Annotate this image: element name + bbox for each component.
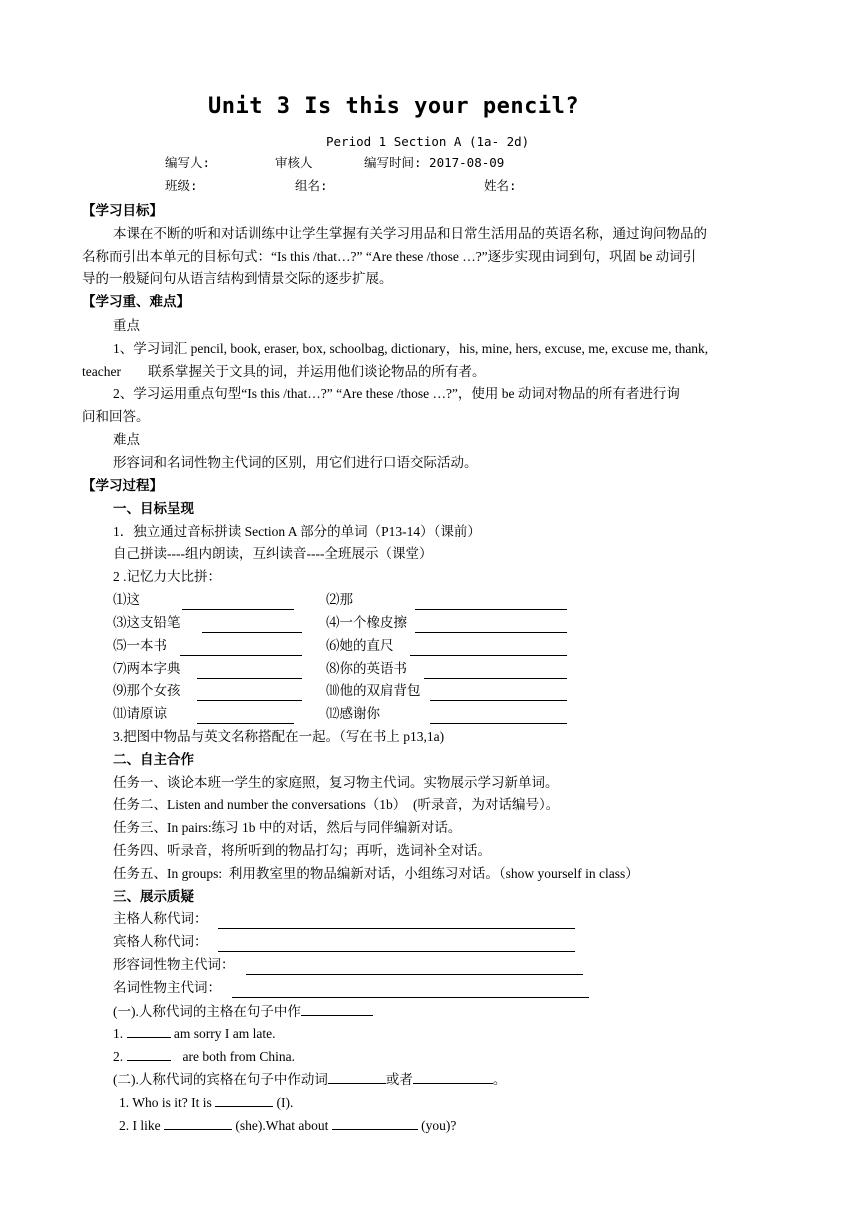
key-point-1-line2: teacher 联系掌握关于文具的词，并运用他们谈论物品的所有者。 (82, 364, 486, 379)
ex-number: 1. (113, 1026, 127, 1041)
grammar-2-ex-1 (119, 1094, 293, 1111)
task-5: 任务五、In groups: 利用教室里的物品编新对话，小组练习对话。（show yourself in class） (113, 866, 639, 881)
ex-text: am sorry I am late. (170, 1026, 276, 1041)
grammar-2-end: 。 (492, 1072, 507, 1087)
step-3: 3.把图中物品与英文名称搭配在一起。（写在书上 p13,1a) (113, 729, 445, 744)
subject-pronoun-blank[interactable] (218, 916, 575, 929)
difficulty-label: 难点 (113, 432, 140, 447)
key-label: 重点 (113, 318, 140, 333)
task-4: 任务四、听录音，将所听到的物品打勾；再听，选词补全对话。 (113, 843, 491, 858)
task-2: 任务二、Listen and number the conversations（1b） (听录音，为对话编号）。 (113, 797, 560, 812)
grammar-1-ex-2 (113, 1048, 295, 1065)
grammar-1-ex-1 (113, 1025, 275, 1042)
vocab-item-6: ⑹她的直尺 (326, 638, 394, 653)
vocab-blank-4[interactable] (415, 620, 567, 633)
vocab-item-4: ⑷一个橡皮擦 (326, 615, 407, 630)
vocab-blank-11[interactable] (197, 711, 294, 724)
grammar-2-text: (二).人称代词的宾格在句子中作动词 (113, 1072, 328, 1087)
subject-pronoun-label: 主格人称代词： (113, 911, 208, 926)
vocab-blank-7[interactable] (197, 666, 302, 679)
ex-text: 2. I like (119, 1118, 164, 1133)
noun-possessive-label: 名词性物主代词： (113, 980, 221, 995)
grammar-2-ex-2 (119, 1117, 456, 1134)
group-label: 组名: (295, 178, 328, 193)
vocab-blank-3[interactable] (202, 620, 302, 633)
adjective-possessive-label: 形容词性物主代词： (113, 957, 235, 972)
object-pronoun-blank[interactable] (218, 939, 575, 952)
date-label: 编写时间: 2017-08-09 (364, 155, 505, 170)
vocab-blank-8[interactable] (424, 666, 567, 679)
grammar-1-blank[interactable] (301, 1003, 373, 1016)
section-1-heading: 一、目标呈现 (113, 501, 194, 516)
vocab-item-1: ⑴这 (113, 592, 140, 607)
goals-para-line2: 名称而引出本单元的目标句式：“Is this /that…?” “Are these /those …?”逐步实现由词到句，巩固 be 动词引 (82, 249, 697, 264)
section-2-heading: 二、自主合作 (113, 752, 194, 767)
ex-text: (you)? (417, 1118, 457, 1133)
period-subtitle: Period 1 Section A (1a- 2d) (326, 134, 530, 149)
ex-3-blank[interactable] (215, 1094, 273, 1107)
key-heading: 【学习重、难点】 (82, 294, 190, 309)
grammar-2-or: 或者 (385, 1072, 413, 1087)
ex-2-blank[interactable] (127, 1048, 171, 1061)
page-title: Unit 3 Is this your pencil? (208, 94, 580, 119)
step-2: 2 .记忆力大比拼： (113, 569, 221, 584)
ex-number: 2. (113, 1049, 127, 1064)
step-1-detail: 自己拼读----组内朗读，互纠读音----全班展示（课堂） (113, 546, 433, 561)
key-point-1-line1: 1、学习词汇 pencil, book, eraser, box, schoolbag, dictionary，his, mine, hers, excuse, me, excuse me, thank, (113, 341, 709, 356)
vocab-item-3: ⑶这支铅笔 (113, 615, 181, 630)
goals-para-line1: 本课在不断的听和对话训练中让学生掌握有关学习用品和日常生活用品的英语名称，通过询问物品的 (113, 226, 707, 241)
ex-text: (she).What about (232, 1118, 332, 1133)
goals-heading: 【学习目标】 (82, 203, 163, 218)
process-heading: 【学习过程】 (82, 478, 163, 493)
vocab-item-7: ⑺两本字典 (113, 661, 181, 676)
task-1: 任务一、谈论本班一学生的家庭照，复习物主代词。实物展示学习新单词。 (113, 775, 559, 790)
key-point-2-line2: 问和回答。 (82, 409, 150, 424)
reviewer-label: 审核人 (275, 155, 313, 170)
grammar-2-blank-2[interactable] (413, 1071, 493, 1084)
section-3-heading: 三、展示质疑 (113, 889, 194, 904)
vocab-item-11: ⑾请原谅 (113, 706, 167, 721)
goals-para-line3: 导的一般疑问句从语言结构到情景交际的逐步扩展。 (82, 271, 393, 286)
grammar-1-prompt (113, 1003, 373, 1020)
step-1: 1．独立通过音标拼读 Section A 部分的单词（P13-14）（课前） (113, 524, 481, 539)
vocab-item-2: ⑵那 (326, 592, 353, 607)
grammar-1-text: (一).人称代词的主格在句子中作 (113, 1004, 301, 1019)
adjective-possessive-blank[interactable] (246, 962, 583, 975)
ex-5-blank[interactable] (332, 1117, 418, 1130)
vocab-blank-12[interactable] (430, 711, 567, 724)
vocab-item-10: ⑽他的双肩背包 (326, 683, 421, 698)
noun-possessive-blank[interactable] (232, 985, 589, 998)
ex-text: (I). (273, 1095, 294, 1110)
editor-label: 编写人: (165, 155, 211, 170)
task-3: 任务三、In pairs:练习 1b 中的对话，然后与同伴编新对话。 (113, 820, 462, 835)
difficulty-point: 形容词和名词性物主代词的区别，用它们进行口语交际活动。 (113, 455, 478, 470)
ex-text: 1. Who is it? It is (119, 1095, 216, 1110)
vocab-item-5: ⑸一本书 (113, 638, 167, 653)
vocab-blank-9[interactable] (197, 688, 302, 701)
grammar-2-prompt (113, 1071, 506, 1088)
ex-4-blank[interactable] (164, 1117, 232, 1130)
name-label: 姓名: (484, 178, 517, 193)
grammar-2-blank-1[interactable] (328, 1071, 386, 1084)
ex-text: are both from China. (182, 1049, 295, 1064)
object-pronoun-label: 宾格人称代词： (113, 934, 208, 949)
vocab-item-9: ⑼那个女孩 (113, 683, 181, 698)
class-label: 班级: (165, 178, 198, 193)
ex-1-blank[interactable] (127, 1025, 171, 1038)
vocab-item-8: ⑻你的英语书 (326, 661, 407, 676)
vocab-blank-6[interactable] (410, 643, 567, 656)
vocab-item-12: ⑿感谢你 (326, 706, 380, 721)
key-point-2-line1: 2、学习运用重点句型“Is this /that…?” “Are these /those …?”，使用 be 动词对物品的所有者进行询 (113, 386, 680, 401)
vocab-blank-2[interactable] (415, 597, 567, 610)
vocab-blank-10[interactable] (430, 688, 567, 701)
vocab-blank-1[interactable] (182, 597, 294, 610)
vocab-blank-5[interactable] (180, 643, 302, 656)
